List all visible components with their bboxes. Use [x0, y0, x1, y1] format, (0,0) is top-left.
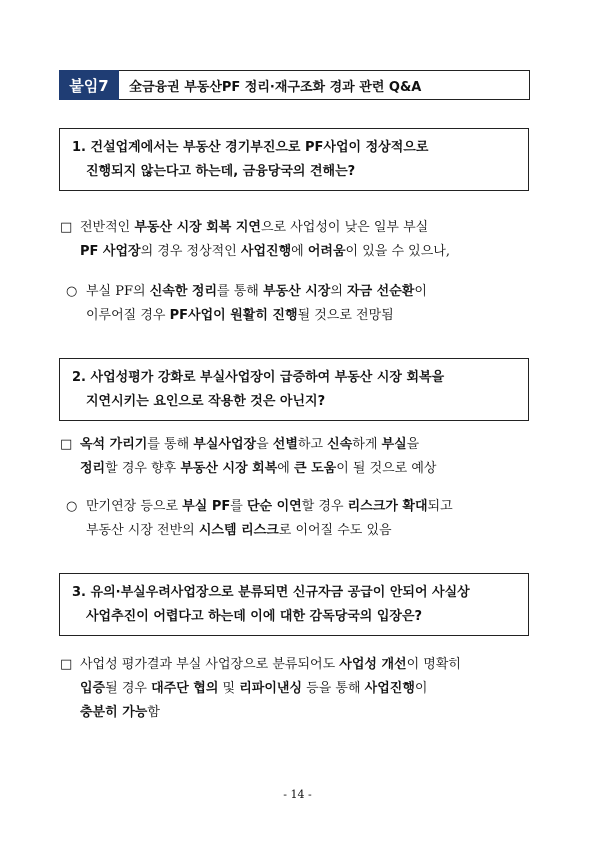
question-1-line-1: 1. 건설업계에서는 부동산 경기부진으로 PF사업이 정상적으로: [72, 140, 429, 155]
circle-bullet-icon: ○: [66, 499, 78, 514]
appendix-tag: 붙임7: [59, 70, 119, 100]
question-2-line-1: 2. 사업성평가 강화로 부실사업장이 급증하여 부동산 시장 회복을: [72, 370, 445, 385]
question-box-2: [59, 358, 529, 421]
square-bullet-icon: □: [60, 220, 73, 235]
answer-1-sub-paragraph: ○ 부실 PF의 신속한 정리를 통해 부동산 시장의 자금 선순환이 이루어질 경우 PF사업이 원활히 진행될 것으로 전망됨: [66, 280, 538, 328]
square-bullet-icon: □: [60, 657, 73, 672]
answer-2-paragraph: □ 옥석 가리기를 통해 부실사업장을 선별하고 신속하게 부실을 정리할 경우 향후 부동산 시장 회복에 큰 도움이 될 것으로 예상: [60, 433, 538, 481]
question-3-line-1: 3. 유의·부실우려사업장으로 분류되면 신규자금 공급이 안되어 사실상: [72, 585, 470, 600]
answer-1-paragraph: □ 전반적인 부동산 시장 회복 지연으로 사업성이 낮은 일부 부실 PF 사업장의 경우 정상적인 사업진행에 어려움이 있을 수 있으나,: [60, 216, 538, 264]
square-bullet-icon: □: [60, 437, 73, 452]
question-2-line-2: 지연시키는 요인으로 작용한 것은 아닌지?: [86, 394, 326, 409]
answer-2-sub-paragraph: ○ 만기연장 등으로 부실 PF를 단순 이연할 경우 리스크가 확대되고 부동산 시장 전반의 시스템 리스크로 이어질 수도 있음: [66, 495, 538, 543]
circle-bullet-icon: ○: [66, 284, 78, 299]
page-title: 全금융권 부동산PF 정리·재구조화 경과 관련 Q&A: [119, 70, 530, 100]
header: [59, 70, 530, 100]
question-box-3: [59, 573, 529, 636]
question-1-line-2: 진행되지 않는다고 하는데, 금융당국의 견해는?: [86, 164, 356, 179]
answer-3-paragraph: □ 사업성 평가결과 부실 사업장으로 분류되어도 사업성 개선이 명확히 입증될 경우 대주단 협의 및 리파이낸싱 등을 통해 사업진행이 충분히 가능함: [60, 653, 538, 725]
question-box-1: [59, 128, 529, 191]
page-number: - 14 -: [283, 788, 312, 801]
question-3-line-2: 사업추진이 어렵다고 하는데 이에 대한 감독당국의 입장은?: [86, 609, 423, 624]
